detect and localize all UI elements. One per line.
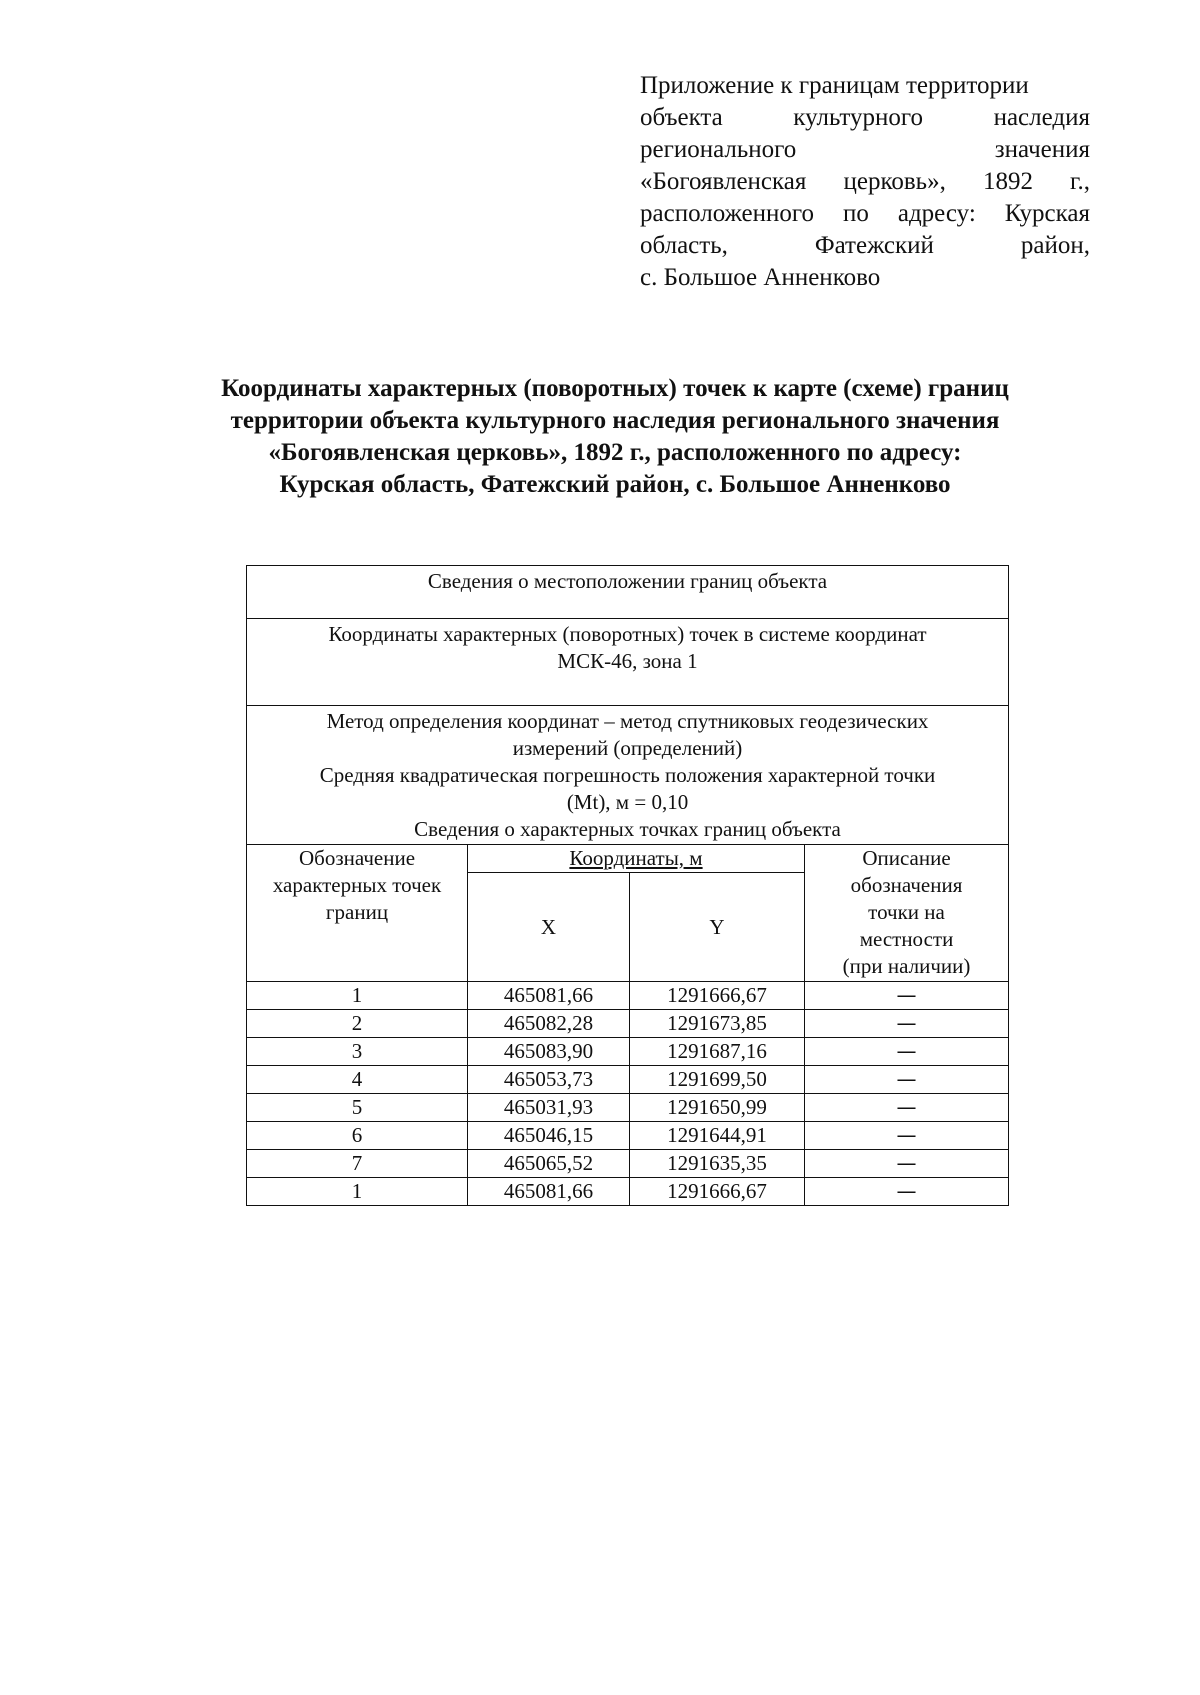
- method-line: (Mt), м = 0,10: [566, 790, 689, 814]
- x-cell: 465081,66: [468, 1178, 630, 1206]
- description-cell: —: [805, 982, 1009, 1010]
- table-row: [247, 566, 1009, 619]
- table-row: [247, 1122, 1009, 1150]
- description-cell: —: [805, 1094, 1009, 1122]
- annex-line: расположенного по адресу: Курская: [640, 200, 1090, 227]
- x-cell: 465046,15: [468, 1122, 630, 1150]
- annex-line: объекта культурного наследия: [640, 104, 1090, 131]
- method-line: Метод определения координат – метод спутниковых геодезических: [326, 709, 929, 733]
- table-row: [247, 1150, 1009, 1178]
- description-header-line: точки на: [868, 900, 945, 924]
- method-line: Средняя квадратическая погрешность положения характерной точки: [319, 763, 936, 787]
- y-cell: 1291644,91: [630, 1122, 805, 1150]
- description-header: [805, 845, 1009, 982]
- designation-header-line: границ: [325, 900, 389, 924]
- document-title: [150, 373, 1080, 501]
- coord-system-cell: [247, 619, 1009, 706]
- table-row: [247, 982, 1009, 1010]
- point-cell: 3: [247, 1038, 468, 1066]
- description-header-line: местности: [859, 927, 954, 951]
- table-row: [247, 1178, 1009, 1206]
- description-cell: —: [805, 1150, 1009, 1178]
- description-header-line: обозначения: [850, 873, 963, 897]
- title-line: «Богоявленская церковь», 1892 г., расположенного по адресу:: [268, 439, 962, 466]
- table-header-row: [247, 845, 1009, 873]
- method-line: Сведения о характерных точках границ объекта: [414, 817, 841, 841]
- description-cell: —: [805, 1010, 1009, 1038]
- designation-header-line: характерных точек: [272, 873, 442, 897]
- coordinates-table: [246, 565, 1009, 1206]
- description-cell: —: [805, 1038, 1009, 1066]
- method-line: измерений (определений): [512, 736, 743, 760]
- table-row: [247, 1038, 1009, 1066]
- coordinates-header-label: Координаты, м: [569, 846, 703, 870]
- x-header: X: [468, 873, 630, 982]
- y-cell: 1291673,85: [630, 1010, 805, 1038]
- y-cell: 1291666,67: [630, 1178, 805, 1206]
- title-line: Курская область, Фатежский район, с. Большое Анненково: [279, 471, 951, 498]
- point-cell: 4: [247, 1066, 468, 1094]
- y-cell: 1291635,35: [630, 1150, 805, 1178]
- table-row: [247, 706, 1009, 845]
- title-line: территории объекта культурного наследия регионального значения: [230, 407, 1000, 434]
- coord-system-line: МСК-46, зона 1: [557, 649, 698, 673]
- annex-line: регионального значения: [640, 136, 1090, 163]
- point-cell: 1: [247, 982, 468, 1010]
- y-header: Y: [630, 873, 805, 982]
- x-cell: 465081,66: [468, 982, 630, 1010]
- x-cell: 465031,93: [468, 1094, 630, 1122]
- y-cell: 1291650,99: [630, 1094, 805, 1122]
- point-cell: 6: [247, 1122, 468, 1150]
- designation-header-line: Обозначение: [298, 846, 416, 870]
- section-title-cell: [247, 566, 1009, 619]
- x-cell: 465053,73: [468, 1066, 630, 1094]
- coord-system-line: Координаты характерных (поворотных) точек в системе координат: [328, 622, 927, 646]
- annex-line: область, Фатежский район,: [640, 232, 1090, 259]
- point-cell: 5: [247, 1094, 468, 1122]
- title-line: Координаты характерных (поворотных) точек к карте (схеме) границ: [221, 375, 1009, 402]
- table-row: [247, 619, 1009, 706]
- point-cell: 7: [247, 1150, 468, 1178]
- point-cell: 2: [247, 1010, 468, 1038]
- table-row: [247, 1010, 1009, 1038]
- x-cell: 465065,52: [468, 1150, 630, 1178]
- annex-line: «Богоявленская церковь», 1892 г.,: [640, 168, 1090, 195]
- x-cell: 465082,28: [468, 1010, 630, 1038]
- point-cell: 1: [247, 1178, 468, 1206]
- section-title: Сведения о местоположении границ объекта: [427, 569, 828, 593]
- annex-line: Приложение к границам территории: [640, 72, 1029, 99]
- y-cell: 1291687,16: [630, 1038, 805, 1066]
- y-cell: 1291699,50: [630, 1066, 805, 1094]
- description-cell: —: [805, 1122, 1009, 1150]
- table-row: [247, 1066, 1009, 1094]
- y-cell: 1291666,67: [630, 982, 805, 1010]
- table-row: [247, 1094, 1009, 1122]
- description-cell: —: [805, 1066, 1009, 1094]
- data-rows: [247, 982, 1009, 1206]
- x-cell: 465083,90: [468, 1038, 630, 1066]
- method-cell: [247, 706, 1009, 845]
- annex-line: с. Большое Анненково: [640, 264, 881, 291]
- description-cell: —: [805, 1178, 1009, 1206]
- designation-header: [247, 845, 468, 982]
- description-header-line: (при наличии): [842, 954, 971, 978]
- description-header-line: Описание: [862, 846, 951, 870]
- annex-note: [640, 70, 1090, 294]
- coordinates-header: [468, 845, 805, 873]
